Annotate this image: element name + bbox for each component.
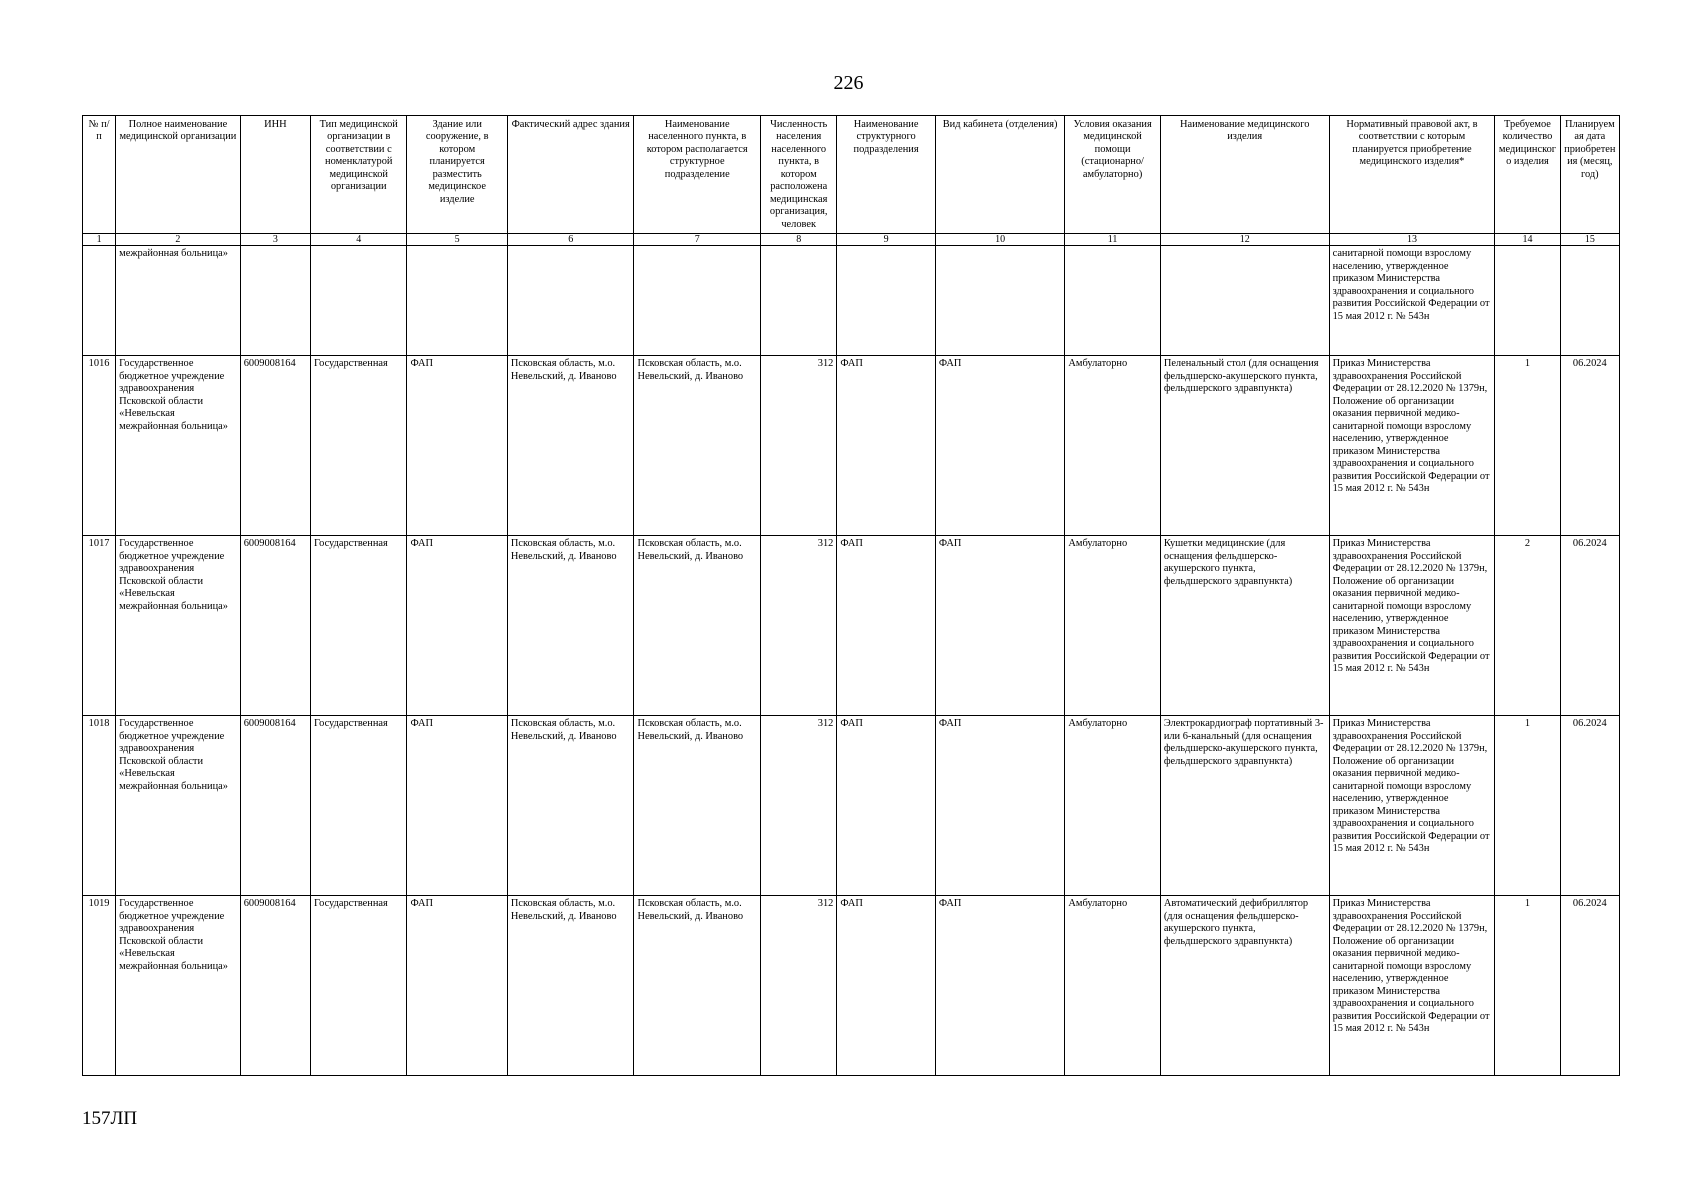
cell-inn: 6009008164 <box>240 356 310 536</box>
equipment-table <box>82 115 1620 1076</box>
column-number: 3 <box>240 234 310 246</box>
cell-population: 312 <box>761 716 837 896</box>
cell-qty: 1 <box>1495 896 1560 1076</box>
cell-population <box>761 246 837 356</box>
cell-inn: 6009008164 <box>240 536 310 716</box>
header-row <box>83 116 1620 234</box>
cell-unit: ФАП <box>837 356 935 536</box>
cell-qty: 1 <box>1495 716 1560 896</box>
cell-address: Псковская область, м.о. Невельский, д. Иваново <box>507 356 634 536</box>
cell-device <box>1160 246 1329 356</box>
column-header: Требуемое количество медицинского изделия <box>1495 116 1560 234</box>
cell-inn <box>240 246 310 356</box>
column-header: Нормативный правовой акт, в соответствии с которым планируется приобретение медицинского изделия* <box>1329 116 1495 234</box>
cell-device: Автоматический дефибриллятор (для оснащения фельдшерско-акушерского пункта, фельдшерского здравпункта) <box>1160 896 1329 1076</box>
column-number: 7 <box>634 234 761 246</box>
cell-device: Кушетки медицинские (для оснащения фельдшерско-акушерского пункта, фельдшерского здравпункта) <box>1160 536 1329 716</box>
continuation-row <box>83 246 1620 356</box>
cell-date: 06.2024 <box>1560 356 1619 536</box>
cell-num: 1017 <box>83 536 116 716</box>
cell-org: Государственное бюджетное учреждение здравоохранения Псковской области «Невельская межрайонная больница» <box>116 896 241 1076</box>
cell-date <box>1560 246 1619 356</box>
cell-building: ФАП <box>407 356 507 536</box>
cell-conditions: Амбулаторно <box>1065 356 1160 536</box>
column-header: Фактический адрес здания <box>507 116 634 234</box>
cell-unit: ФАП <box>837 716 935 896</box>
cell-settlement: Псковская область, м.о. Невельский, д. Иваново <box>634 536 761 716</box>
page-number: 226 <box>833 72 864 94</box>
cell-settlement: Псковская область, м.о. Невельский, д. Иваново <box>634 896 761 1076</box>
cell-org: Государственное бюджетное учреждение здравоохранения Псковской области «Невельская межрайонная больница» <box>116 536 241 716</box>
column-header: Полное наименование медицинской организации <box>116 116 241 234</box>
cell-type: Государственная <box>311 356 407 536</box>
cell-settlement: Псковская область, м.о. Невельский, д. Иваново <box>634 356 761 536</box>
cell-unit <box>837 246 935 356</box>
cell-type: Государственная <box>311 896 407 1076</box>
column-number: 2 <box>116 234 241 246</box>
column-number: 9 <box>837 234 935 246</box>
cell-population: 312 <box>761 356 837 536</box>
table-row <box>83 536 1620 716</box>
cell-cabinet: ФАП <box>935 716 1065 896</box>
cell-device: Пеленальный стол (для оснащения фельдшерско-акушерского пункта, фельдшерского здравпункта) <box>1160 356 1329 536</box>
cell-settlement: Псковская область, м.о. Невельский, д. Иваново <box>634 716 761 896</box>
cell-cabinet <box>935 246 1065 356</box>
column-header: Планируемая дата приобретения (месяц, год) <box>1560 116 1619 234</box>
cell-qty <box>1495 246 1560 356</box>
document-code: 157ЛП <box>82 1108 138 1129</box>
cell-address <box>507 246 634 356</box>
cell-population: 312 <box>761 896 837 1076</box>
column-header: Условия оказания медицинской помощи (стационарно/ амбулаторно) <box>1065 116 1160 234</box>
cell-num: 1018 <box>83 716 116 896</box>
cell-date: 06.2024 <box>1560 716 1619 896</box>
column-header: Численность населения населенного пункта, в котором расположена медицинская организация, человек <box>761 116 837 234</box>
column-header: Вид кабинета (отделения) <box>935 116 1065 234</box>
cell-unit: ФАП <box>837 536 935 716</box>
cell-date: 06.2024 <box>1560 536 1619 716</box>
column-number: 13 <box>1329 234 1495 246</box>
cell-conditions: Амбулаторно <box>1065 896 1160 1076</box>
table-row <box>83 896 1620 1076</box>
cell-cabinet: ФАП <box>935 536 1065 716</box>
cell-act: Приказ Министерства здравоохранения Российской Федерации от 28.12.2020 № 1379н, Положение об организации оказания первичной медико-санитарной помощи взрослому населению, утвержденное приказом Министерства здравоохранения и социального развития Российской Федерации от 15 мая 2012 г. № 543н <box>1329 356 1495 536</box>
column-header: Наименование медицинского изделия <box>1160 116 1329 234</box>
cell-device: Электрокардиограф портативный 3- или 6-канальный (для оснащения фельдшерско-акушерского пункта, фельдшерского здравпункта) <box>1160 716 1329 896</box>
column-header: Наименование населенного пункта, в котором располагается структурное подразделение <box>634 116 761 234</box>
cell-address: Псковская область, м.о. Невельский, д. Иваново <box>507 716 634 896</box>
cell-conditions: Амбулаторно <box>1065 536 1160 716</box>
column-number: 10 <box>935 234 1065 246</box>
cell-org: Государственное бюджетное учреждение здравоохранения Псковской области «Невельская межрайонная больница» <box>116 716 241 896</box>
column-number: 8 <box>761 234 837 246</box>
cell-qty: 2 <box>1495 536 1560 716</box>
cell-type: Государственная <box>311 536 407 716</box>
cell-building <box>407 246 507 356</box>
cell-building: ФАП <box>407 896 507 1076</box>
table-row <box>83 356 1620 536</box>
column-header: Здание или сооружение, в котором планируется разместить медицинское изделие <box>407 116 507 234</box>
cell-population: 312 <box>761 536 837 716</box>
cell-act: Приказ Министерства здравоохранения Российской Федерации от 28.12.2020 № 1379н, Положение об организации оказания первичной медико-санитарной помощи взрослому населению, утвержденное приказом Министерства здравоохранения и социального развития Российской Федерации от 15 мая 2012 г. № 543н <box>1329 716 1495 896</box>
cell-type: Государственная <box>311 716 407 896</box>
cell-inn: 6009008164 <box>240 896 310 1076</box>
column-header: № п/п <box>83 116 116 234</box>
column-number: 12 <box>1160 234 1329 246</box>
cell-conditions <box>1065 246 1160 356</box>
cell-cabinet: ФАП <box>935 356 1065 536</box>
cell-num: 1016 <box>83 356 116 536</box>
cell-conditions: Амбулаторно <box>1065 716 1160 896</box>
cell-settlement <box>634 246 761 356</box>
cell-act: Приказ Министерства здравоохранения Российской Федерации от 28.12.2020 № 1379н, Положение об организации оказания первичной медико-санитарной помощи взрослому населению, утвержденное приказом Министерства здравоохранения и социального развития Российской Федерации от 15 мая 2012 г. № 543н <box>1329 896 1495 1076</box>
cell-address: Псковская область, м.о. Невельский, д. Иваново <box>507 536 634 716</box>
table-row <box>83 716 1620 896</box>
cell-num: 1019 <box>83 896 116 1076</box>
cell-building: ФАП <box>407 716 507 896</box>
cell-qty: 1 <box>1495 356 1560 536</box>
cell-org: Государственное бюджетное учреждение здравоохранения Псковской области «Невельская межрайонная больница» <box>116 356 241 536</box>
cell-inn: 6009008164 <box>240 716 310 896</box>
column-number: 15 <box>1560 234 1619 246</box>
column-number: 5 <box>407 234 507 246</box>
cell-act: санитарной помощи взрослому населению, утвержденное приказом Министерства здравоохранения и социального развития Российской Федерации от 15 мая 2012 г. № 543н <box>1329 246 1495 356</box>
cell-org: межрайонная больница» <box>116 246 241 356</box>
column-number: 11 <box>1065 234 1160 246</box>
cell-unit: ФАП <box>837 896 935 1076</box>
column-header: ИНН <box>240 116 310 234</box>
cell-type <box>311 246 407 356</box>
cell-act: Приказ Министерства здравоохранения Российской Федерации от 28.12.2020 № 1379н, Положение об организации оказания первичной медико-санитарной помощи взрослому населению, утвержденное приказом Министерства здравоохранения и социального развития Российской Федерации от 15 мая 2012 г. № 543н <box>1329 536 1495 716</box>
column-number: 1 <box>83 234 116 246</box>
cell-num <box>83 246 116 356</box>
column-header: Тип медицинской организации в соответствии с номенклатурой медицинской организации <box>311 116 407 234</box>
column-number: 14 <box>1495 234 1560 246</box>
cell-building: ФАП <box>407 536 507 716</box>
cell-address: Псковская область, м.о. Невельский, д. Иваново <box>507 896 634 1076</box>
column-header: Наименование структурного подразделения <box>837 116 935 234</box>
column-number: 4 <box>311 234 407 246</box>
column-number-row <box>83 234 1620 246</box>
cell-date: 06.2024 <box>1560 896 1619 1076</box>
column-number: 6 <box>507 234 634 246</box>
cell-cabinet: ФАП <box>935 896 1065 1076</box>
